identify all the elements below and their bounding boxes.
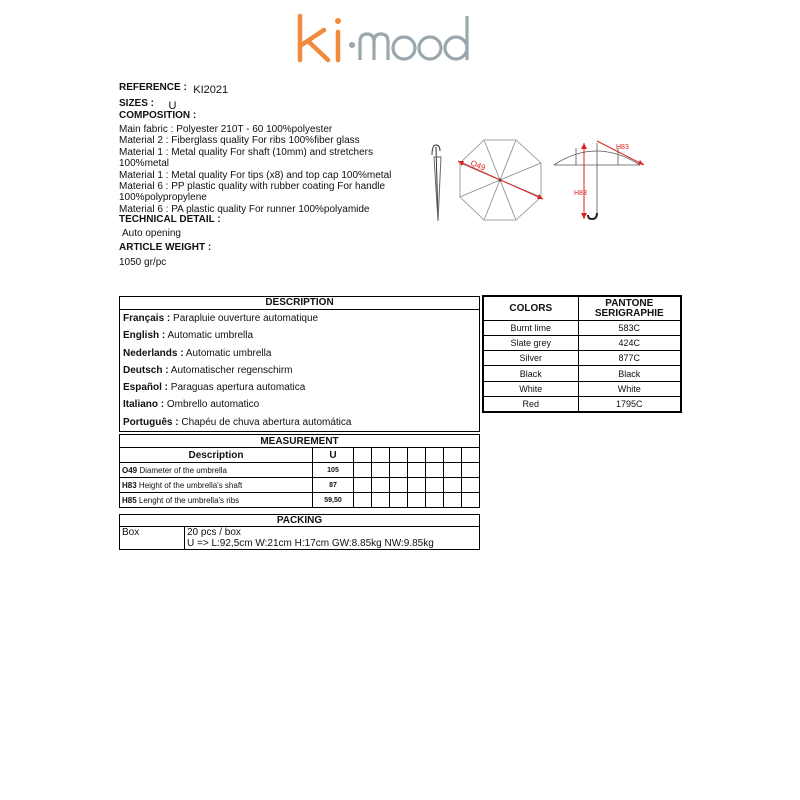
composition-line: Material 2 : Fiberglass quality For ribs 100%fiber glass: [119, 135, 360, 147]
color-name: Black: [484, 366, 579, 381]
color-row: [484, 381, 681, 396]
color-name: Silver: [484, 351, 579, 366]
reference-label: REFERENCE :: [119, 82, 187, 93]
measurement-table: [119, 434, 480, 508]
measurement-value: 87: [313, 478, 354, 493]
measurement-row: [120, 478, 480, 493]
colors-header: COLORS: [484, 297, 579, 321]
weight-value: 1050 gr/pc: [119, 257, 167, 268]
measurement-row: [120, 463, 480, 478]
description-row: [120, 310, 479, 327]
umbrella-diagrams: [426, 135, 676, 230]
description-row: [120, 345, 479, 362]
measurement-col-size: U: [313, 448, 354, 463]
weight-label: ARTICLE WEIGHT :: [119, 242, 212, 253]
description-row: [120, 396, 479, 413]
brand-logo: [294, 8, 484, 68]
pantone-code: 877C: [578, 351, 680, 366]
measurement-value: 105: [313, 463, 354, 478]
translation-text: Chapéu de chuva abertura automática: [178, 416, 352, 428]
measurement-title: MEASUREMENT: [120, 435, 480, 448]
packing-line: 20 pcs / box: [187, 527, 241, 538]
language-label: Italiano :: [123, 399, 165, 411]
language-label: Português :: [123, 416, 179, 428]
language-label: Deutsch :: [123, 364, 169, 376]
side-view-drawing: [554, 143, 640, 219]
measurement-col-description: Description: [120, 448, 313, 463]
translation-text: Paraguas apertura automatica: [168, 382, 306, 394]
color-name: Red: [484, 396, 579, 411]
technical-value: Auto opening: [122, 228, 181, 239]
pantone-code: 1795C: [578, 396, 680, 411]
sizes-value: U: [168, 100, 177, 112]
pantone-code: 583C: [578, 321, 680, 336]
composition-list: [119, 124, 409, 215]
composition-line: 100%metal: [119, 158, 170, 170]
sizes-label: SIZES :: [119, 98, 155, 109]
packing-label: Box: [120, 527, 185, 550]
packing-title: PACKING: [120, 515, 480, 527]
reference-value: KI2021: [193, 84, 229, 96]
translation-text: Ombrello automatico: [164, 399, 260, 411]
colors-table: [482, 295, 682, 413]
color-name: White: [484, 381, 579, 396]
rib-tag: H83: [616, 144, 629, 151]
description-table: [119, 296, 480, 432]
height-tag: H83: [574, 190, 587, 197]
packing-details: [185, 527, 480, 550]
translation-text: Automatischer regenschirm: [168, 364, 293, 376]
measurement-code: H85: [122, 495, 137, 505]
color-row: [484, 396, 681, 411]
pantone-code: 424C: [578, 336, 680, 351]
closed-umbrella-drawing: [432, 145, 441, 221]
pantone-code: White: [578, 381, 680, 396]
composition-label: COMPOSITION :: [119, 110, 197, 121]
language-label: Nederlands :: [123, 347, 184, 359]
color-name: Slate grey: [484, 336, 579, 351]
composition-line: Material 1 : Metal quality For shaft (10mm) and stretchers: [119, 146, 373, 158]
description-row: [120, 327, 479, 344]
packing-line: U => L:92,5cm W:21cm H:17cm GW:8.85kg NW:9.85kg: [187, 538, 434, 549]
measurement-row: [120, 493, 480, 508]
composition-line: Material 6 : PA plastic quality For runner 100%polyamide: [119, 203, 370, 215]
sizes-row: [119, 93, 176, 111]
color-row: [484, 336, 681, 351]
composition-line: Main fabric : Polyester 210T - 60 100%polyester: [119, 124, 333, 135]
translation-text: Parapluie ouverture automatique: [170, 313, 319, 324]
measurement-text: Diameter of the umbrella: [137, 465, 227, 475]
composition-line: 100%polypropylene: [119, 192, 207, 204]
color-row: [484, 321, 681, 336]
color-row: [484, 351, 681, 366]
description-row: [120, 414, 479, 431]
color-row: [484, 366, 681, 381]
measurement-code: H83: [122, 480, 137, 490]
diameter-tag: O49: [469, 158, 487, 173]
translation-text: Automatic umbrella: [183, 347, 272, 359]
pantone-header: PANTONE SERIGRAPHIE: [578, 297, 680, 321]
measurement-text: Height of the umbrella's shaft: [136, 480, 243, 490]
measurement-value: 59,50: [313, 493, 354, 508]
pantone-code: Black: [578, 366, 680, 381]
language-label: English :: [123, 330, 166, 342]
measurement-code: O49: [122, 465, 138, 475]
measurement-text: Lenght of the umbrella's ribs: [136, 495, 240, 505]
description-title: DESCRIPTION: [120, 297, 479, 310]
composition-line: Material 6 : PP plastic quality with rubber coating For handle: [119, 181, 386, 193]
composition-line: Material 1 : Metal quality For tips (x8) and top cap 100%metal: [119, 169, 392, 181]
translation-text: Automatic umbrella: [165, 330, 254, 342]
language-label: Français :: [123, 313, 171, 324]
language-label: Español :: [123, 382, 169, 394]
description-row: [120, 362, 479, 379]
technical-label: TECHNICAL DETAIL :: [119, 214, 221, 225]
packing-table: [119, 514, 480, 550]
description-row: [120, 379, 479, 396]
color-name: Burnt lime: [484, 321, 579, 336]
